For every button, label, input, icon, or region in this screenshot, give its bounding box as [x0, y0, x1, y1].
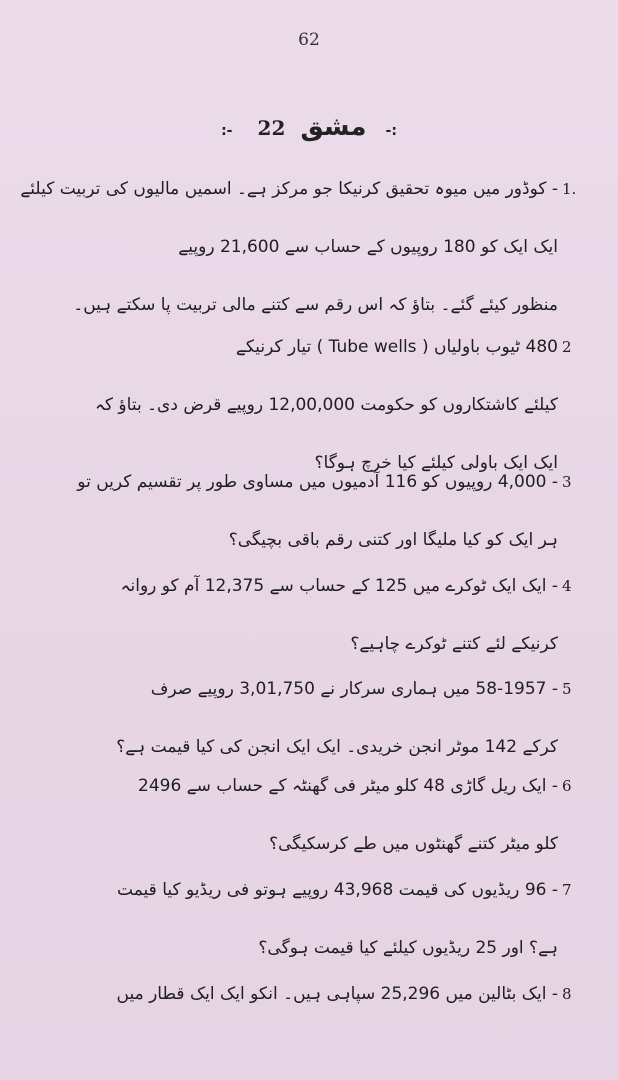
question-number: 7	[562, 881, 572, 899]
question-line: - 96 ریڈیوں کی قیمت 43,968 روپیے ہوتو فی ریڈیو کیا قیمت	[117, 880, 558, 900]
question-line: ایک ایک کو 180 روپیوں کے حساب سے 21,600 روپیے	[178, 237, 558, 257]
question-line: ہر ایک کو کیا ملیگا اور کتنی رقم باقی بچیگی؟	[228, 530, 558, 550]
question-number: 2	[562, 338, 572, 356]
exercise-heading	[0, 112, 618, 142]
page-number: 62	[298, 30, 320, 50]
question-number: 3	[562, 473, 572, 491]
question-line: - 4,000 روپیوں کو 116 آدمیوں میں مساوی طور پر تقسیم کریں تو	[77, 472, 558, 492]
question-4	[32, 557, 572, 673]
question-number: 1.	[562, 180, 577, 198]
question-8	[32, 965, 572, 1023]
question-line: - کوڈور میں میوہ تحقیق کرنیکا جو مرکز ہے۔ اسمیں مالیوں کی تربیت کیلئے	[20, 179, 558, 199]
question-line: ایک ایک باولی کیلئے کیا خرچ ہوگا؟	[314, 453, 558, 473]
question-6	[32, 757, 572, 873]
exercise-title: مشق	[300, 112, 367, 142]
question-7	[32, 861, 572, 977]
question-number: 6	[562, 777, 572, 795]
question-line: - 58-1957 میں ہماری سرکار نے 3,01,750 روپیے صرف	[150, 679, 558, 699]
question-line: ہے؟ اور 25 ریڈیوں کیلئے کیا قیمت ہوگی؟	[258, 938, 558, 958]
question-line: کیلئے کاشتکاروں کو حکومت 12,00,000 روپیے قرض دی۔ بتاؤ کہ	[94, 395, 558, 415]
question-line: کرکے 142 موٹر انجن خریدی۔ ایک ایک انجن کی کیا قیمت ہے؟	[116, 737, 558, 757]
heading-left-mark: :-	[221, 123, 233, 139]
question-line: کلو میٹر کتنے گھنٹوں میں طے کرسکیگی؟	[269, 834, 558, 854]
exercise-number: 22	[257, 116, 286, 140]
question-line: - ایک ایک ٹوکرے میں 125 کے حساب سے 12,375 آم کو روانہ	[120, 576, 558, 596]
question-number: 8	[562, 985, 572, 1003]
question-line: کرنیکے لئے کتنے ٹوکرے چاہیے؟	[350, 634, 558, 654]
question-line: منظور کیئے گئے۔ بتاؤ کہ اس رقم سے کتنے مالی تربیت پا سکتے ہیں۔	[73, 295, 558, 315]
question-number: 4	[562, 577, 572, 595]
question-line: 480 ٹیوب باولیاں ( Tube wells ) تیار کرنیکے	[235, 337, 558, 357]
question-line: - ایک ریل گاڑی 48 کلو میٹر فی گھنٹہ کے حساب سے 2496	[138, 776, 558, 796]
heading-right-mark: -:	[385, 123, 397, 139]
question-3	[32, 453, 572, 569]
question-1	[20, 160, 577, 334]
question-line: - ایک بٹالین میں 25,296 سپاہی ہیں۔ انکو ایک ایک قطار میں	[116, 984, 558, 1004]
question-number: 5	[562, 680, 572, 698]
